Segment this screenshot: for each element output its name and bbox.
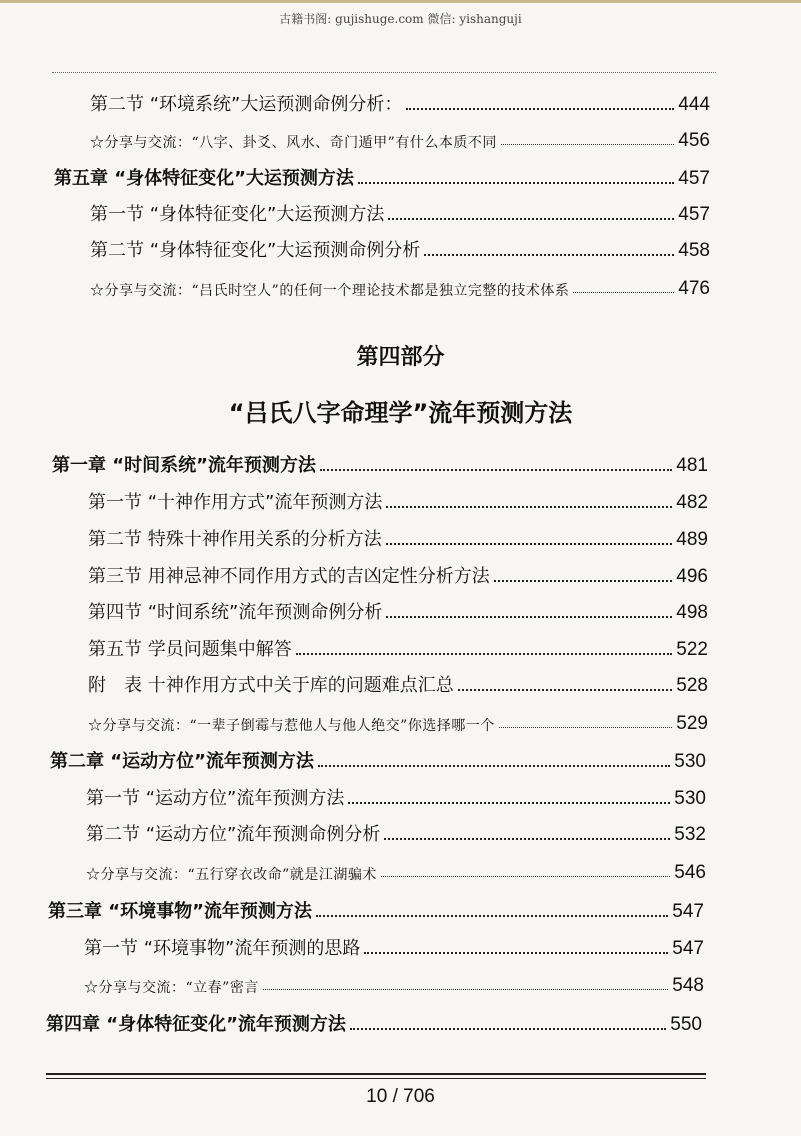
toc-entry-label: 附 表 十神作用方式中关于库的问题难点汇总 <box>88 675 454 696</box>
dot-leader <box>386 615 672 618</box>
footer-rule-thick <box>46 1073 706 1075</box>
toc-entry-page: 476 <box>678 278 710 299</box>
toc-entry-label: 第一节 “运动方位”流年预测方法 <box>86 788 345 809</box>
toc-entry-page: 547 <box>672 901 704 922</box>
toc-entry-page: 546 <box>674 862 706 883</box>
toc-entry-label: 第二节 “运动方位”流年预测命例分析 <box>86 824 381 845</box>
dot-leader <box>318 764 670 767</box>
toc-entry[interactable] <box>86 818 706 846</box>
toc-entry-page: 457 <box>678 204 710 225</box>
toc-entry-label: 第三节 用神忌神不同作用方式的吉凶定性分析方法 <box>88 566 490 587</box>
dot-leader <box>573 291 674 293</box>
toc-entry-page: 529 <box>676 713 708 734</box>
toc-chapter[interactable] <box>50 745 706 773</box>
toc-chapter[interactable] <box>52 449 708 477</box>
toc-entry[interactable] <box>90 234 710 262</box>
toc-entry-share[interactable] <box>88 707 708 735</box>
toc-entry-page: 458 <box>678 240 710 261</box>
toc-entry-label: ☆分享与交流：“八字、卦爻、风水、奇门遁甲”有什么本质不同 <box>90 135 497 151</box>
dot-leader <box>386 505 672 508</box>
toc-entry-label: 第二节 特殊十神作用关系的分析方法 <box>88 529 382 550</box>
toc-entry[interactable] <box>90 88 710 116</box>
toc-chapter-label: 第一章 “时间系统”流年预测方法 <box>52 455 316 476</box>
toc-entry[interactable] <box>88 560 708 588</box>
toc-entry-label: 第二节 “环境系统”大运预测命例分析： <box>90 94 403 115</box>
toc-entry-page: 457 <box>678 168 710 189</box>
toc-entry-label: ☆分享与交流：“立春”密言 <box>84 980 259 996</box>
dot-leader <box>263 988 668 990</box>
toc-chapter-label: 第三章 “环境事物”流年预测方法 <box>48 901 312 922</box>
toc-entry-page: 550 <box>670 1014 702 1035</box>
toc-entry-page: 522 <box>676 639 708 660</box>
toc-entry-page: 498 <box>676 602 708 623</box>
toc-chapter-label: 第四章 “身体特征变化”流年预测方法 <box>46 1014 346 1035</box>
toc-chapter-label: 第五章 “身体特征变化”大运预测方法 <box>54 168 354 189</box>
dot-leader <box>384 837 670 840</box>
toc-entry-label: ☆分享与交流：“一辈子倒霉与惹他人与他人绝交”你选择哪一个 <box>88 718 495 734</box>
toc-entry[interactable] <box>86 782 706 810</box>
toc-entry-page: 482 <box>676 492 708 513</box>
toc-entry-label: ☆分享与交流：“五行穿衣改命”就是江湖骗术 <box>86 867 377 883</box>
watermark-text: 古籍书阁: gujishuge.com 微信: yishanguji <box>279 12 522 26</box>
dot-leader <box>381 875 670 877</box>
toc-chapter[interactable] <box>48 895 704 923</box>
dot-leader <box>499 726 672 728</box>
dot-leader <box>296 652 673 655</box>
toc-entry-share[interactable] <box>86 856 706 884</box>
toc-entry-page: 548 <box>672 975 704 996</box>
toc-entry-share[interactable] <box>84 969 704 997</box>
toc-entry-label: 第四节 “时间系统”流年预测命例分析 <box>88 602 383 623</box>
page-indicator: 10 / 706 <box>366 1086 435 1107</box>
dot-leader <box>316 914 668 917</box>
toc-entry-page: 528 <box>676 675 708 696</box>
toc-chapter[interactable] <box>46 1008 702 1036</box>
toc-entry-page: 530 <box>674 751 706 772</box>
toc-entry-page: 530 <box>674 788 706 809</box>
dot-leader <box>424 253 674 256</box>
toc-entry-share[interactable] <box>90 272 710 300</box>
part-title-heading: “吕氏八字命理学”流年预测方法 <box>228 399 573 427</box>
dot-leader <box>406 107 674 110</box>
dot-leader <box>320 468 672 471</box>
toc-entry[interactable] <box>84 932 704 960</box>
toc-entry-page: 444 <box>678 94 710 115</box>
toc-entry[interactable] <box>88 633 708 661</box>
dot-leader <box>364 951 668 954</box>
page-top-border <box>0 0 801 3</box>
toc-entry-label: 第五节 学员问题集中解答 <box>88 639 292 660</box>
toc-entry-page: 481 <box>676 455 708 476</box>
toc-chapter[interactable] <box>54 162 710 190</box>
dot-leader <box>494 579 673 582</box>
toc-entry-label: ☆分享与交流：“吕氏时空人”的任何一个理论技术都是独立完整的技术体系 <box>90 283 570 299</box>
dot-leader <box>386 542 673 545</box>
toc-entry[interactable] <box>88 486 708 514</box>
toc-entry[interactable] <box>90 198 710 226</box>
dot-leader <box>458 688 673 691</box>
toc-entry-page: 532 <box>674 824 706 845</box>
toc-entry-page: 547 <box>672 938 704 959</box>
toc-entry-page: 456 <box>678 130 710 151</box>
dot-leader <box>350 1027 666 1030</box>
toc-entry-page: 496 <box>676 566 708 587</box>
toc-entry[interactable] <box>88 669 708 697</box>
toc-entry-label: 第二节 “身体特征变化”大运预测命例分析 <box>90 240 421 261</box>
toc-entry-label: 第一节 “身体特征变化”大运预测方法 <box>90 204 385 225</box>
toc-entry-label: 第一节 “十神作用方式”流年预测方法 <box>88 492 383 513</box>
toc-chapter-label: 第二章 “运动方位”流年预测方法 <box>50 751 314 772</box>
dot-leader <box>501 143 674 145</box>
header-dotted-rule <box>52 72 716 73</box>
dot-leader <box>388 217 674 220</box>
toc-entry[interactable] <box>88 523 708 551</box>
toc-entry-share[interactable] <box>90 124 710 152</box>
dot-leader <box>348 801 670 804</box>
toc-entry[interactable] <box>88 596 708 624</box>
footer-rule-thin <box>46 1078 706 1079</box>
part-number-heading: 第四部分 <box>356 345 445 370</box>
toc-entry-label: 第一节 “环境事物”流年预测的思路 <box>84 938 361 959</box>
dot-leader <box>358 181 674 184</box>
toc-entry-page: 489 <box>676 529 708 550</box>
